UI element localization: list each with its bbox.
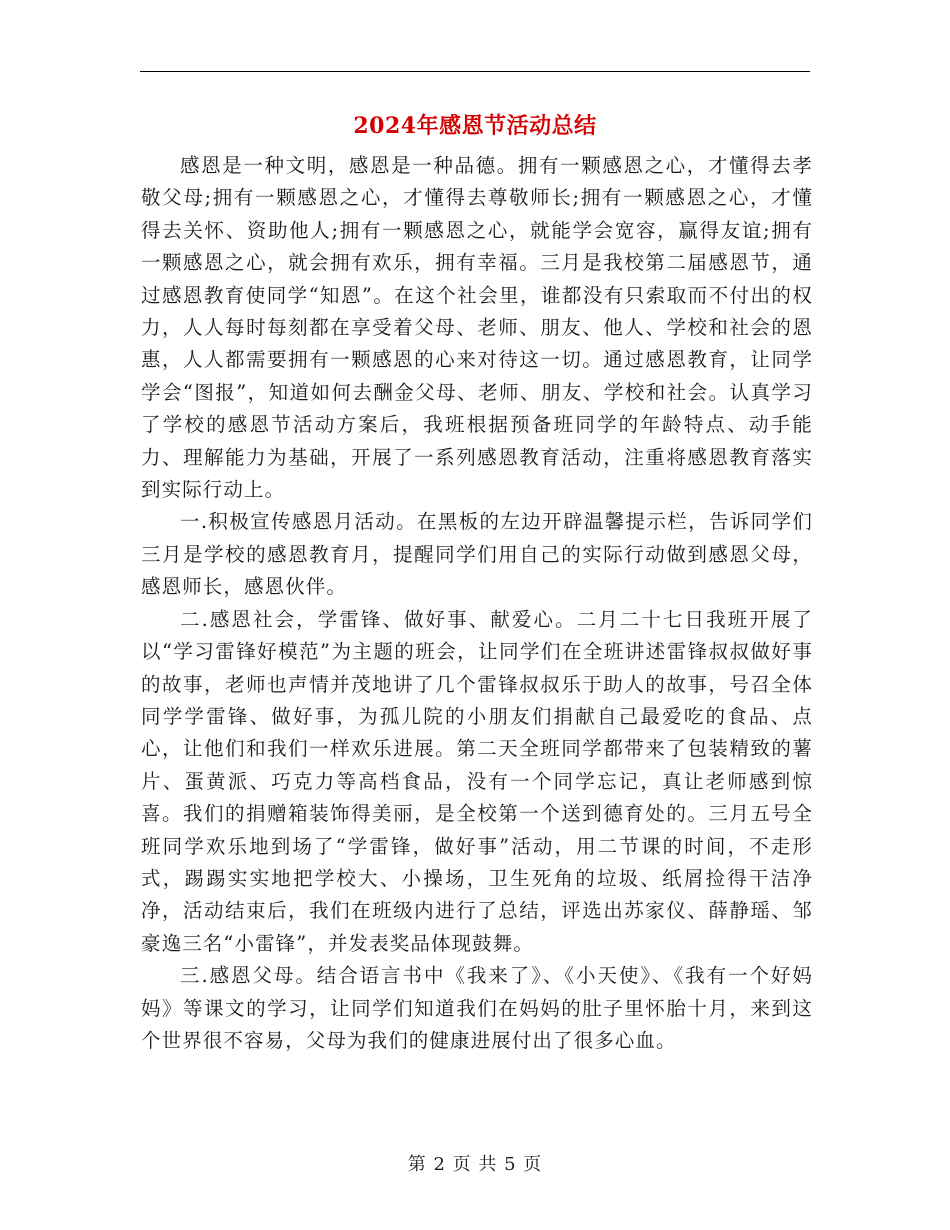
paragraph-section-3: 三.感恩父母。结合语言书中《我来了》、《小天使》、《我有一个好妈妈》等课文的学习，让同学们知道我们在妈妈的肚子里怀胎十月，来到这个世界很不容易，父母为我们的健康进展付出了很多心血。	[141, 964, 813, 1052]
header-rule	[140, 71, 810, 72]
paragraph-section-1: 一.积极宣传感恩月活动。在黑板的左边开辟温馨提示栏，告诉同学们三月是学校的感恩教育月，提醒同学们用自己的实际行动做到感恩父母，感恩师长，感恩伙伴。	[141, 510, 813, 599]
paragraph-intro: 感恩是一种文明，感恩是一种品德。拥有一颗感恩之心，才懂得去孝敬父母;拥有一颗感恩之心，才懂得去尊敬师长;拥有一颗感恩之心，才懂得去关怀、资助他人;拥有一颗感恩之心，就能学会宽容，赢得友谊;拥有一颗感恩之心，就会拥有欢乐，拥有幸福。三月是我校第二届感恩节，通过感恩教育使同学“知恩”。在这个社会里，谁都没有只索取而不付出的权力，人人每时每刻都在享受着父母、老师、朋友、他人、学校和社会的恩惠，人人都需要拥有一颗感恩的心来对待这一切。通过感恩教育，让同学学会“图报”，知道如何去酬金父母、老师、朋友、学校和社会。认真学习了学校的感恩节活动方案后，我班根据预备班同学的年龄特点、动手能力、理解能力为基础，开展了一系列感恩教育活动，注重将感恩教育落实到实际行动上。	[141, 154, 813, 502]
page-number-footer: 第 2 页 共 5 页	[407, 1154, 543, 1175]
document-title: 2024年感恩节活动总结	[353, 113, 597, 139]
document-body	[141, 150, 813, 1057]
paragraph-section-2: 二.感恩社会，学雷锋、做好事、献爱心。二月二十七日我班开展了以“学习雷锋好模范”为主题的班会，让同学们在全班讲述雷锋叔叔做好事的故事，老师也声情并茂地讲了几个雷锋叔叔乐于助人的故事，号召全体同学学雷锋、做好事，为孤儿院的小朋友们捐献自己最爱吃的食品、点心，让他们和我们一样欢乐进展。第二天全班同学都带来了包装精致的薯片、蛋黄派、巧克力等高档食品，没有一个同学忘记，真让老师感到惊喜。我们的捐赠箱装饰得美丽，是全校第一个送到德育处的。三月五号全班同学欢乐地到场了“学雷锋，做好事”活动，用二节课的时间，不走形式，踢踢实实地把学校大、小操场，卫生死角的垃圾、纸屑捡得干洁净净，活动结束后，我们在班级内进行了总结，评选出苏家仪、薛静瑶、邹豪逸三名“小雷锋”，并发表奖品体现鼓舞。	[141, 607, 813, 955]
